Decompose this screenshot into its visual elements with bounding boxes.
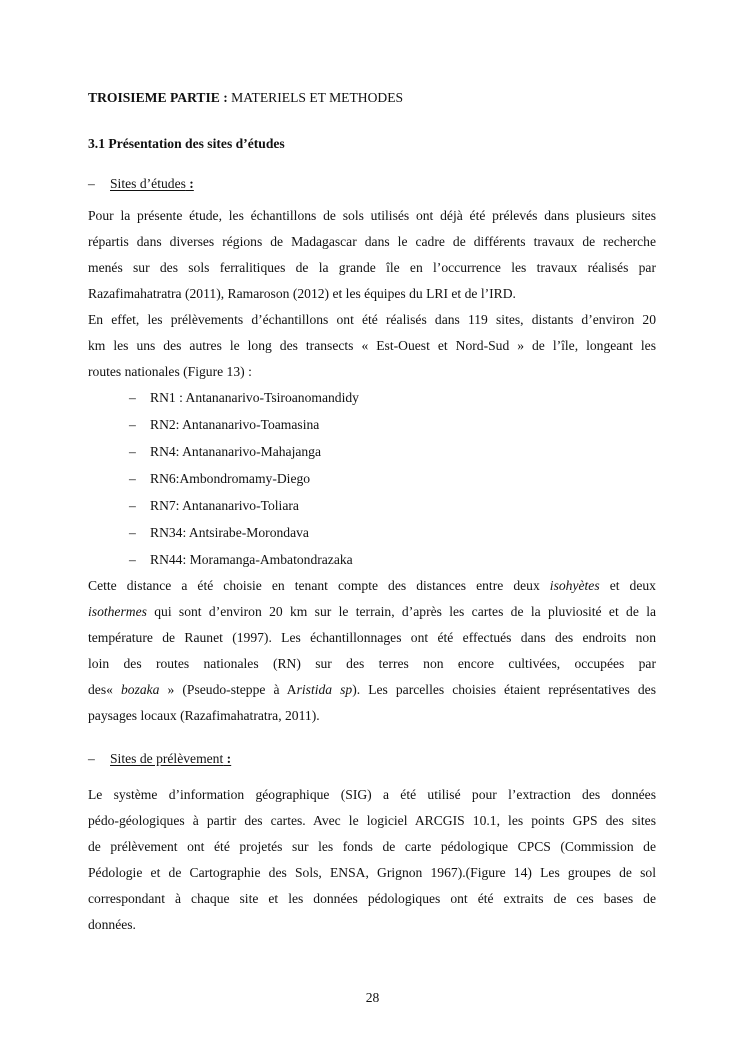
paragraph-line: correspondant à chaque site et les données pédologiques ont été extraits de ces bases de [88, 891, 656, 906]
part-heading-title: MATERIELS ET METHODES [227, 90, 404, 105]
paragraph-line: Pédologie et de Cartographie des Sols, ENSA, Grignon 1967).(Figure 14) Les groupes de sol [88, 865, 656, 880]
bullet-dash: – [129, 471, 136, 486]
part-heading [88, 90, 656, 106]
route-text: RN34: Antsirabe-Morondava [150, 525, 309, 540]
italic-term: bozaka [120, 682, 160, 697]
bullet-dash: – [129, 390, 136, 405]
paragraph-line: paysages locaux (Razafimahatratra, 2011). [88, 708, 320, 723]
text-run: Cette distance a été choisie en tenant compte des distances entre deux [88, 578, 550, 593]
route-text: RN4: Antananarivo-Mahajanga [150, 444, 322, 459]
paragraph-line: données. [88, 917, 136, 932]
paragraph-line [88, 682, 656, 698]
bullet-dash: – [129, 552, 136, 567]
paragraph-line: En effet, les prélèvements d’échantillons ont été réalisés dans 119 sites, distants d’environ 20 [88, 312, 656, 327]
subsection-colon: : [223, 751, 232, 766]
text-run: » (Pseudo-steppe à A [159, 682, 297, 697]
route-text: RN1 : Antananarivo-Tsiroanomandidy [150, 390, 359, 405]
paragraph-line: routes nationales (Figure 13) : [88, 364, 252, 379]
italic-term: isohyètes [549, 578, 600, 593]
bullet-dash: – [129, 525, 136, 540]
text-run: et deux [599, 578, 656, 593]
subsection-heading-sites [88, 176, 656, 192]
paragraph-line: km les uns des autres le long des transects « Est-Ouest et Nord-Sud » de l’île, longeant les [88, 338, 656, 353]
paragraph-line: menés sur des sols ferralitiques de la grande île en l’occurrence les travaux réalisés par [88, 260, 656, 275]
text-run: des« [88, 682, 121, 697]
bullet-dash: – [129, 444, 136, 459]
section-title: 3.1 Présentation des sites d’études [88, 136, 285, 151]
route-text: RN2: Antananarivo-Toamasina [150, 417, 320, 432]
bullet-dash: – [88, 176, 95, 191]
subsection-label: Sites de prélèvement [110, 751, 224, 766]
paragraph-line [88, 578, 656, 594]
route-text: RN7: Antananarivo-Toliara [150, 498, 299, 513]
paragraph-line: Le système d’information géographique (SIG) a été utilisé pour l’extraction des données [88, 787, 656, 802]
bullet-dash: – [129, 417, 136, 432]
bullet-dash: – [129, 498, 136, 513]
italic-term: ristida sp [296, 682, 353, 697]
paragraph-line: pédo-géologiques à partir des cartes. Avec le logiciel ARCGIS 10.1, les points GPS des sites [88, 813, 656, 828]
subsection-heading-prelevement [88, 751, 656, 767]
paragraph-line: Pour la présente étude, les échantillons de sols utilisés ont déjà été prélevés dans plusieurs sites [88, 208, 656, 223]
paragraph-line: de prélèvement ont été projetés sur les fonds de carte pédologique CPCS (Commission de [88, 839, 656, 854]
text-run: ). Les parcelles choisies étaient représentatives des [352, 682, 656, 697]
paragraph-line: Razafimahatratra (2011), Ramaroson (2012) et les équipes du LRI et de l’IRD. [88, 286, 516, 301]
page-number: 28 [365, 990, 380, 1005]
route-text: RN44: Moramanga-Ambatondrazaka [150, 552, 353, 567]
route-text: RN6:Ambondromamy-Diego [150, 471, 311, 486]
italic-term: isothermes [88, 604, 147, 619]
text-run: qui sont d’environ 20 km sur le terrain, d’après les cartes de la pluviosité et de la [146, 604, 656, 619]
part-heading-label: TROISIEME PARTIE : [88, 90, 228, 105]
paragraph-line: loin des routes nationales (RN) sur des terres non encore cultivées, occupées par [88, 656, 656, 671]
subsection-label: Sites d’études [110, 176, 186, 191]
bullet-dash: – [88, 751, 95, 766]
subsection-colon: : [185, 176, 194, 191]
paragraph-line: température de Raunet (1997). Les échantillonnages ont été effectués dans des endroits non [88, 630, 656, 645]
paragraph-line: répartis dans diverses régions de Madagascar dans le cadre de différents travaux de recherche [88, 234, 656, 249]
paragraph-line [88, 604, 656, 620]
